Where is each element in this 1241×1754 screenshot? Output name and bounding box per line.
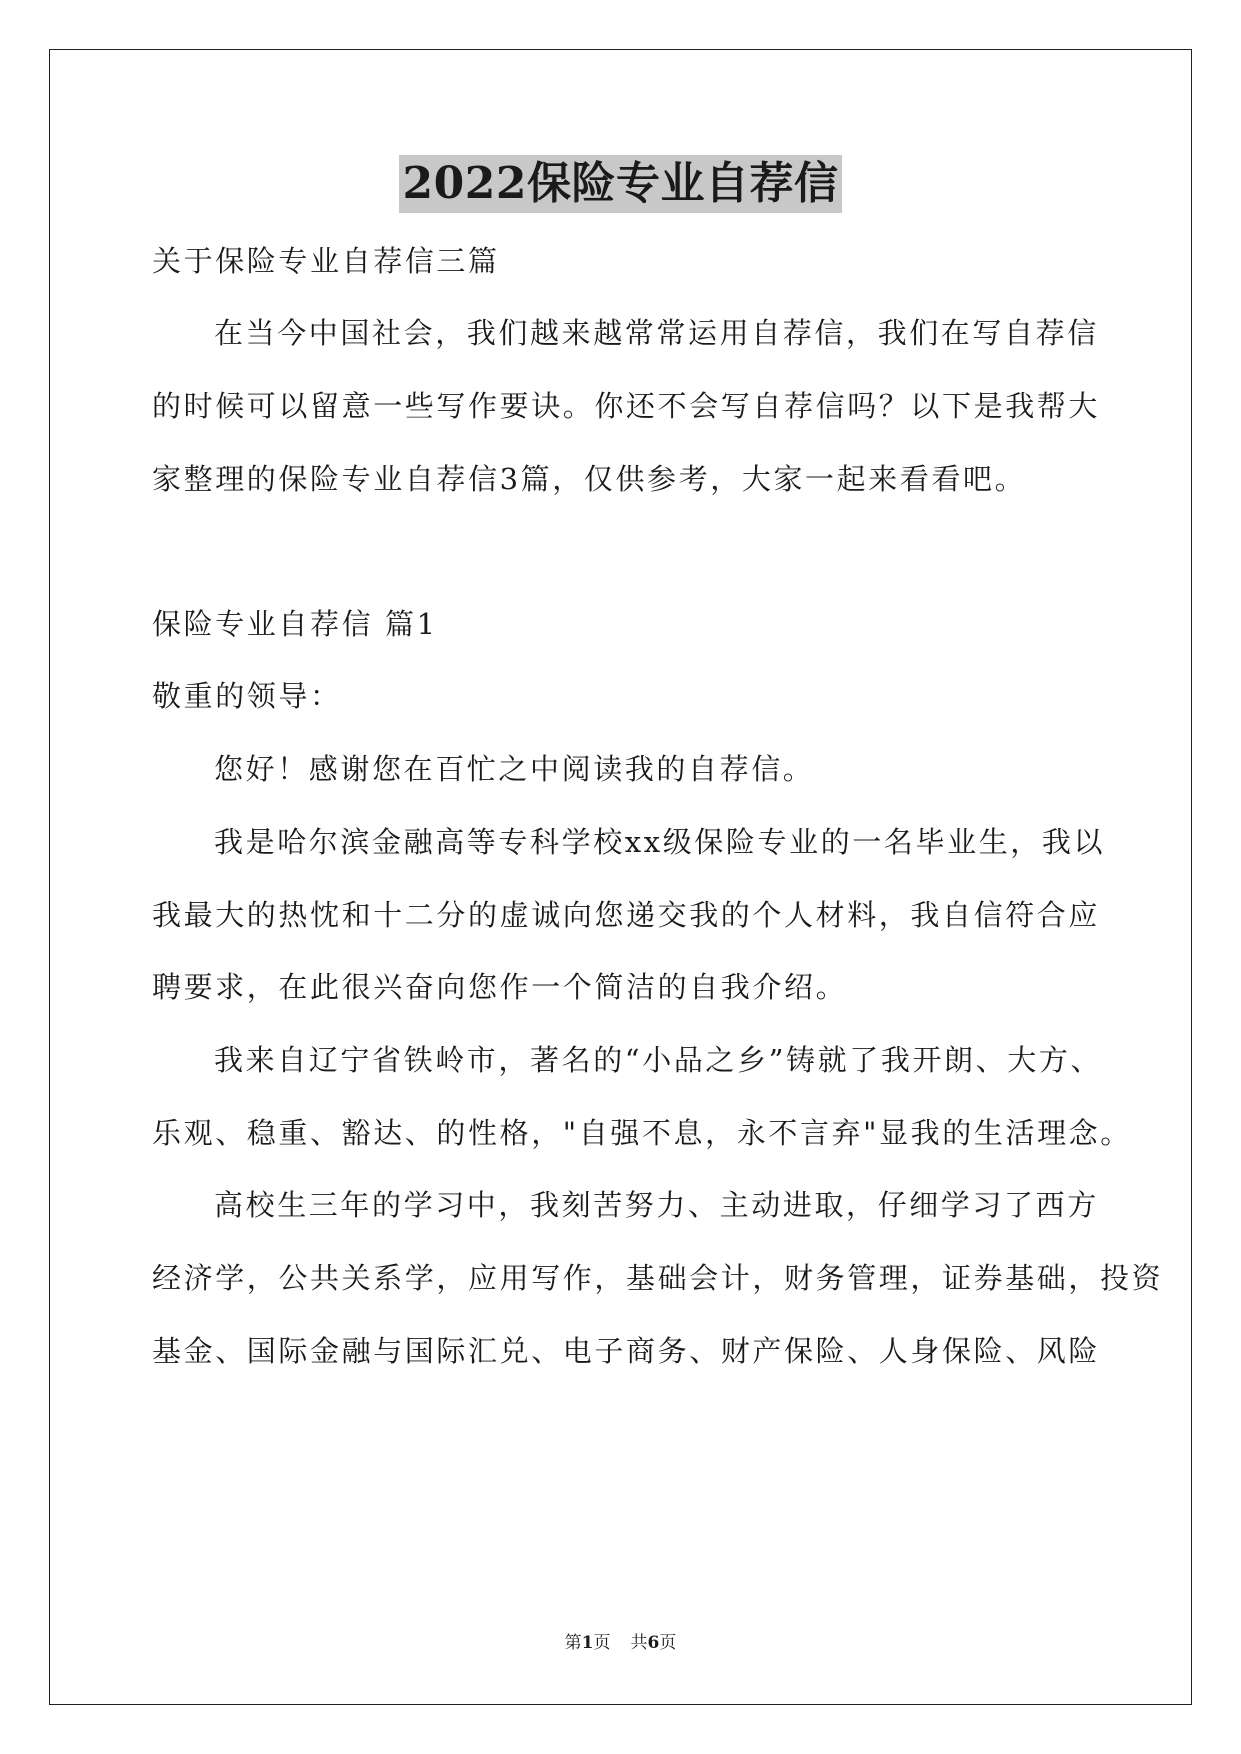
document-title: 2022保险专业自荐信 <box>399 155 843 213</box>
para3-line-3: 基金、国际金融与国际汇兑、电子商务、财产保险、人身保险、风险 <box>152 1334 1101 1368</box>
page-border <box>49 49 1192 1705</box>
footer-page-prefix: 第 <box>564 1633 582 1653</box>
para1-line-3: 聘要求，在此很兴奋向您作一个简洁的自我介绍。 <box>152 970 848 1004</box>
greeting: 您好！感谢您在百忙之中阅读我的自荐信。 <box>214 752 815 786</box>
section-heading: 保险专业自荐信 篇1 <box>152 607 438 641</box>
intro-line-1: 在当今中国社会，我们越来越常常运用自荐信，我们在写自荐信 <box>214 316 1099 350</box>
footer-total-number: 6 <box>647 1633 660 1653</box>
para3-line-2: 经济学，公共关系学，应用写作，基础会计，财务管理，证券基础，投资 <box>152 1261 1164 1295</box>
intro-line-3: 家整理的保险专业自荐信3篇，仅供参考，大家一起来看看吧。 <box>152 462 1027 496</box>
footer-page-mid: 页 <box>593 1633 611 1653</box>
para1-line-1: 我是哈尔滨金融高等专科学校xx级保险专业的一名毕业生，我以 <box>214 825 1106 859</box>
footer-total-suffix: 页 <box>659 1633 677 1653</box>
para2-line-1: 我来自辽宁省铁岭市，著名的“小品之乡”铸就了我开朗、大方、 <box>214 1043 1103 1077</box>
intro-line-2: 的时候可以留意一些写作要诀。你还不会写自荐信吗？以下是我帮大 <box>152 389 1101 423</box>
page-footer <box>0 1632 1241 1654</box>
para3-line-1: 高校生三年的学习中，我刻苦努力、主动进取，仔细学习了西方 <box>214 1188 1099 1222</box>
para2-line-2: 乐观、稳重、豁达、的性格，"自强不息，永不言弃"显我的生活理念。 <box>152 1116 1132 1150</box>
subtitle: 关于保险专业自荐信三篇 <box>152 244 500 278</box>
para1-line-2: 我最大的热忱和十二分的虚诚向您递交我的个人材料，我自信符合应 <box>152 898 1101 932</box>
salutation: 敬重的领导： <box>152 679 342 713</box>
footer-total-prefix: 共 <box>630 1633 648 1653</box>
footer-page-number: 1 <box>581 1633 594 1653</box>
title-wrap <box>0 155 1241 213</box>
